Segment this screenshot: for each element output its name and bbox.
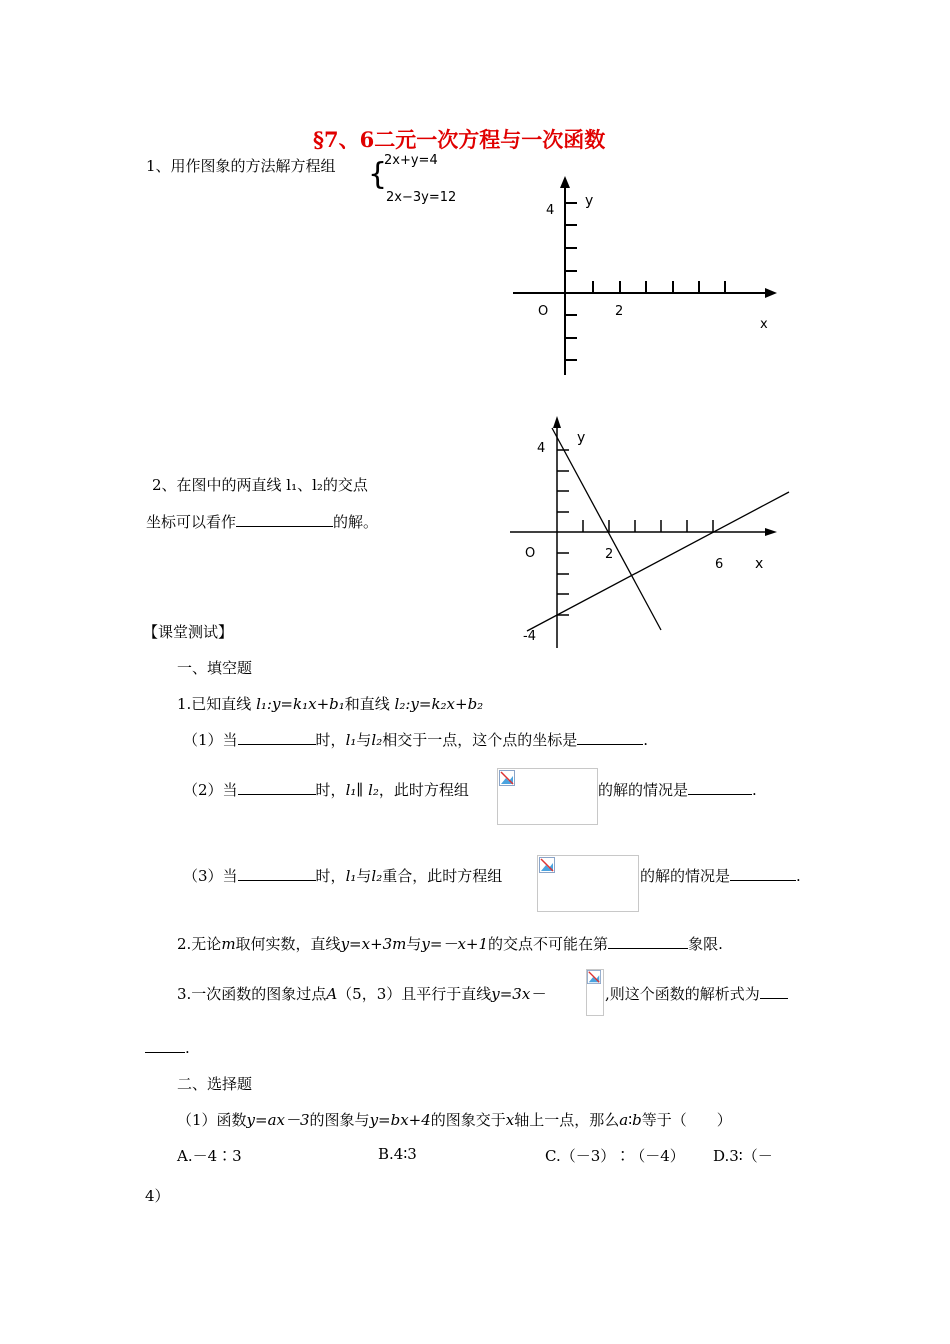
line-l2 bbox=[527, 492, 789, 631]
q2-line-b: y=－x+1 bbox=[421, 935, 489, 953]
q2-text-b: 的解。 bbox=[333, 513, 379, 531]
q3-blank-1 bbox=[760, 983, 788, 999]
c1-text-c: 的图象与 bbox=[309, 1111, 370, 1129]
s3-text-a: （3）当 bbox=[183, 867, 238, 885]
q2-answer-blank bbox=[236, 511, 333, 527]
q1-eq2: 2x−3y=12 bbox=[386, 190, 457, 205]
s3-text-f: 重合，此时方程组 bbox=[382, 867, 503, 885]
s3-blank-1 bbox=[238, 865, 316, 881]
q3-point-a: A bbox=[326, 985, 338, 1003]
q2-text-g: 的交点不可能在第 bbox=[488, 935, 609, 953]
c1-text-k: 等于（ ） bbox=[641, 1111, 732, 1129]
s2-text-a: （2）当 bbox=[183, 781, 238, 799]
line-l1 bbox=[552, 428, 661, 630]
s2-text-e: 的解的情况是 bbox=[598, 781, 689, 799]
s1-text-a: （1）当 bbox=[183, 731, 238, 749]
graph1-x-tick: 2 bbox=[615, 304, 624, 319]
fill-q2 bbox=[177, 933, 723, 954]
option-d: D.3∶（－ bbox=[713, 1147, 773, 1165]
s1-text-d: 与 bbox=[356, 731, 372, 749]
fill-q3-cont bbox=[145, 1037, 190, 1057]
fill-q1-sub3-tail bbox=[640, 865, 801, 886]
brace-icon: { bbox=[368, 157, 388, 192]
page-title: §7、6二元一次方程与一次函数 bbox=[313, 127, 606, 152]
q3-text-e: ,则这个函数的解析式为 bbox=[605, 985, 760, 1003]
fill-q1-sub3 bbox=[183, 865, 502, 886]
graph1-y-tick: 4 bbox=[546, 203, 555, 218]
s3-l1: l₁ bbox=[345, 867, 357, 885]
s2-blank-1 bbox=[238, 779, 316, 795]
s1-blank-1 bbox=[238, 729, 316, 745]
part1-heading: 一、填空题 bbox=[177, 659, 253, 677]
graph2-origin: O bbox=[525, 546, 536, 561]
fill-q1-text-b: 和直线 bbox=[344, 695, 390, 713]
equation-image-placeholder-3 bbox=[586, 969, 604, 1016]
section-test-heading: 【课堂测试】 bbox=[143, 623, 234, 641]
s3-text-d: 与 bbox=[356, 867, 372, 885]
s3-l2: l₂ bbox=[371, 867, 383, 885]
s3-blank-2 bbox=[730, 865, 796, 881]
fill-q1-sub1 bbox=[183, 729, 648, 750]
q2-text-a: 2.无论 bbox=[177, 935, 222, 953]
q3-text-c: （5，3）且平行于直线 bbox=[337, 985, 492, 1003]
graph2-y-label: y bbox=[577, 430, 586, 446]
graph2-y-bottom: -4 bbox=[523, 629, 536, 644]
s1-blank-2 bbox=[577, 729, 643, 745]
q2-line1: 2、在图中的两直线 l₁、l₂的交点 bbox=[152, 476, 368, 494]
graph1-y-label: y bbox=[585, 193, 594, 209]
fill-q3-tail bbox=[605, 983, 788, 1004]
q2-line2 bbox=[146, 511, 378, 532]
c1-func-b: y=bx+4 bbox=[369, 1111, 431, 1129]
c1-text-a: （1）函数 bbox=[177, 1111, 247, 1129]
option-a: A.－4∶3 bbox=[177, 1147, 242, 1165]
q2-blank bbox=[608, 933, 688, 949]
fill-q1-sub2-tail bbox=[598, 779, 757, 800]
equation-image-placeholder-1 bbox=[497, 768, 598, 825]
graph2-x-label: x bbox=[755, 556, 764, 572]
s2-period: . bbox=[752, 781, 757, 799]
coordinate-grid-2 bbox=[505, 410, 795, 650]
fill-q3 bbox=[177, 983, 545, 1004]
graph1-origin: O bbox=[538, 304, 549, 319]
broken-image-icon bbox=[539, 857, 555, 873]
coordinate-grid-1 bbox=[505, 170, 795, 385]
s2-text-d: ，此时方程组 bbox=[378, 781, 469, 799]
part2-heading: 二、选择题 bbox=[177, 1075, 253, 1093]
graph1-x-label: x bbox=[760, 317, 768, 332]
c1-text-e: 的图象交于 bbox=[430, 1111, 506, 1129]
q3-period: . bbox=[185, 1039, 190, 1057]
s1-text-b: 时， bbox=[315, 731, 346, 749]
fill-q1-text-a: 1.已知直线 bbox=[177, 695, 252, 713]
s1-l1: l₁ bbox=[345, 731, 357, 749]
s3-text-g: 的解的情况是 bbox=[640, 867, 731, 885]
option-d-cont: 4） bbox=[145, 1187, 170, 1205]
c1-ratio: ∶ bbox=[628, 1111, 633, 1129]
fill-q1-sub2 bbox=[183, 779, 469, 800]
broken-image-icon bbox=[587, 970, 601, 984]
q2-text-a: 坐标可以看作 bbox=[146, 513, 237, 531]
s3-text-b: 时， bbox=[315, 867, 346, 885]
c1-func-a: y=ax－3 bbox=[246, 1111, 310, 1129]
fill-q1-l1: l₁:y=k₁x+b₁ bbox=[256, 695, 345, 713]
s3-period: . bbox=[796, 867, 801, 885]
s1-text-f: 相交于一点，这个点的坐标是 bbox=[382, 731, 578, 749]
fill-q1-l2: l₂:y=k₂x+b₂ bbox=[394, 695, 484, 713]
q2-text-e: 与 bbox=[406, 935, 422, 953]
q3-text-a: 3.一次函数的图象过点 bbox=[177, 985, 327, 1003]
c1-var-b: b bbox=[632, 1111, 642, 1129]
equation-image-placeholder-2 bbox=[537, 855, 639, 912]
s2-parallel: l₁∥ l₂ bbox=[345, 781, 379, 799]
fill-q1-intro bbox=[177, 693, 483, 714]
graph2-x-tick-a: 2 bbox=[605, 547, 614, 562]
s1-period: . bbox=[643, 731, 648, 749]
c1-var-a: a bbox=[619, 1111, 629, 1129]
s1-l2: l₂ bbox=[371, 731, 383, 749]
s2-blank-2 bbox=[688, 779, 752, 795]
q3-blank-2 bbox=[145, 1037, 185, 1053]
choice-q1 bbox=[177, 1109, 732, 1130]
q3-line: y=3x－ bbox=[491, 985, 546, 1003]
graph2-x-tick-b: 6 bbox=[715, 557, 724, 572]
q2-text-h: 象限. bbox=[688, 935, 723, 953]
c1-text-g: 轴上一点，那么 bbox=[514, 1111, 620, 1129]
q1-eq1: 2x+y=4 bbox=[384, 153, 438, 168]
option-b: B.4∶3 bbox=[378, 1145, 417, 1163]
q2-var-m: m bbox=[221, 935, 236, 953]
broken-image-icon bbox=[499, 770, 515, 786]
q2-text-c: 取何实数，直线 bbox=[235, 935, 341, 953]
option-c: C.（－3）∶（－4） bbox=[545, 1147, 685, 1165]
s2-text-b: 时， bbox=[315, 781, 346, 799]
c1-var-x: x bbox=[505, 1111, 515, 1129]
q2-line-a: y=x+3m bbox=[340, 935, 407, 953]
graph2-y-top: 4 bbox=[537, 441, 546, 456]
q1-text: 1、用作图象的方法解方程组 bbox=[146, 157, 336, 175]
